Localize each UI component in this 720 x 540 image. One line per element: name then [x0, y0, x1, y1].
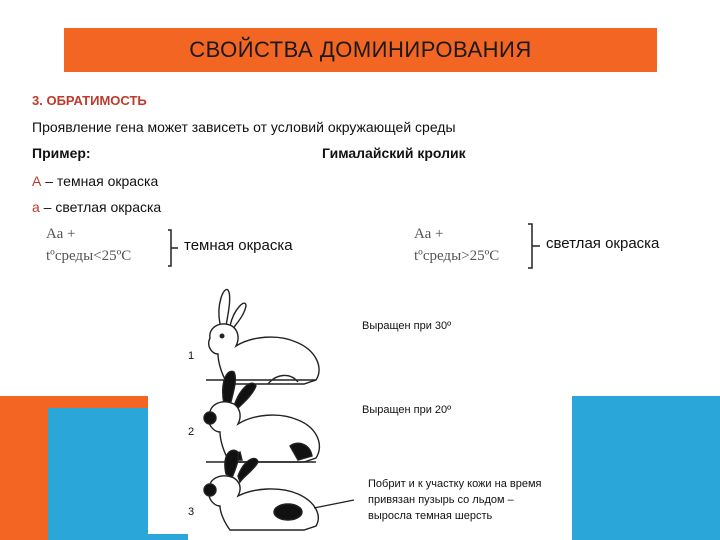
title-bar: [64, 28, 657, 72]
case-right-result: светлая окраска: [546, 235, 660, 252]
allele-desc: – светлая окраска: [39, 199, 162, 215]
slide-title: СВОЙСТВА ДОМИНИРОВАНИЯ: [189, 37, 532, 62]
figure-number: 2: [188, 426, 195, 438]
bracket-icon: [524, 222, 542, 270]
example-label: Пример:: [32, 145, 91, 161]
allele-recessive: [32, 199, 161, 215]
case-left-genotype: Аа +: [46, 226, 76, 242]
intro-text: Проявление гена может зависеть от условий окружающей среды: [32, 119, 456, 135]
figure-caption-2: Выращен при 20º: [362, 404, 452, 416]
figure-caption-3c: выросла темная шерсть: [368, 510, 493, 522]
figure-caption-3a: Побрит и к участку кожи на время: [368, 478, 542, 490]
bracket-icon: [164, 228, 180, 268]
allele-letter: а: [32, 199, 40, 215]
allele-desc: – темная окраска: [41, 173, 159, 189]
figure-number: 1: [188, 350, 195, 362]
rabbit-figure: [148, 276, 572, 534]
example-subject: Гималайский кролик: [322, 145, 466, 161]
figure-caption-1: Выращен при 30º: [362, 320, 452, 332]
case-right-genotype: Аа +: [414, 226, 444, 242]
case-right-temp: tºсреды>25ºС: [414, 248, 500, 264]
decor-blue-block-right: [572, 396, 720, 540]
case-left-result: темная окраска: [184, 237, 293, 254]
figure-number: 3: [188, 506, 195, 518]
figure-caption-3b: привязан пузырь со льдом –: [368, 494, 514, 506]
rabbit-icon-1: [206, 289, 319, 384]
allele-letter: А: [32, 173, 42, 189]
section-heading: 3. ОБРАТИМОСТЬ: [32, 93, 147, 108]
case-left-temp: tºсреды<25ºС: [46, 248, 132, 264]
allele-dominant: [32, 173, 158, 189]
rabbit-icon-2: [204, 371, 319, 462]
